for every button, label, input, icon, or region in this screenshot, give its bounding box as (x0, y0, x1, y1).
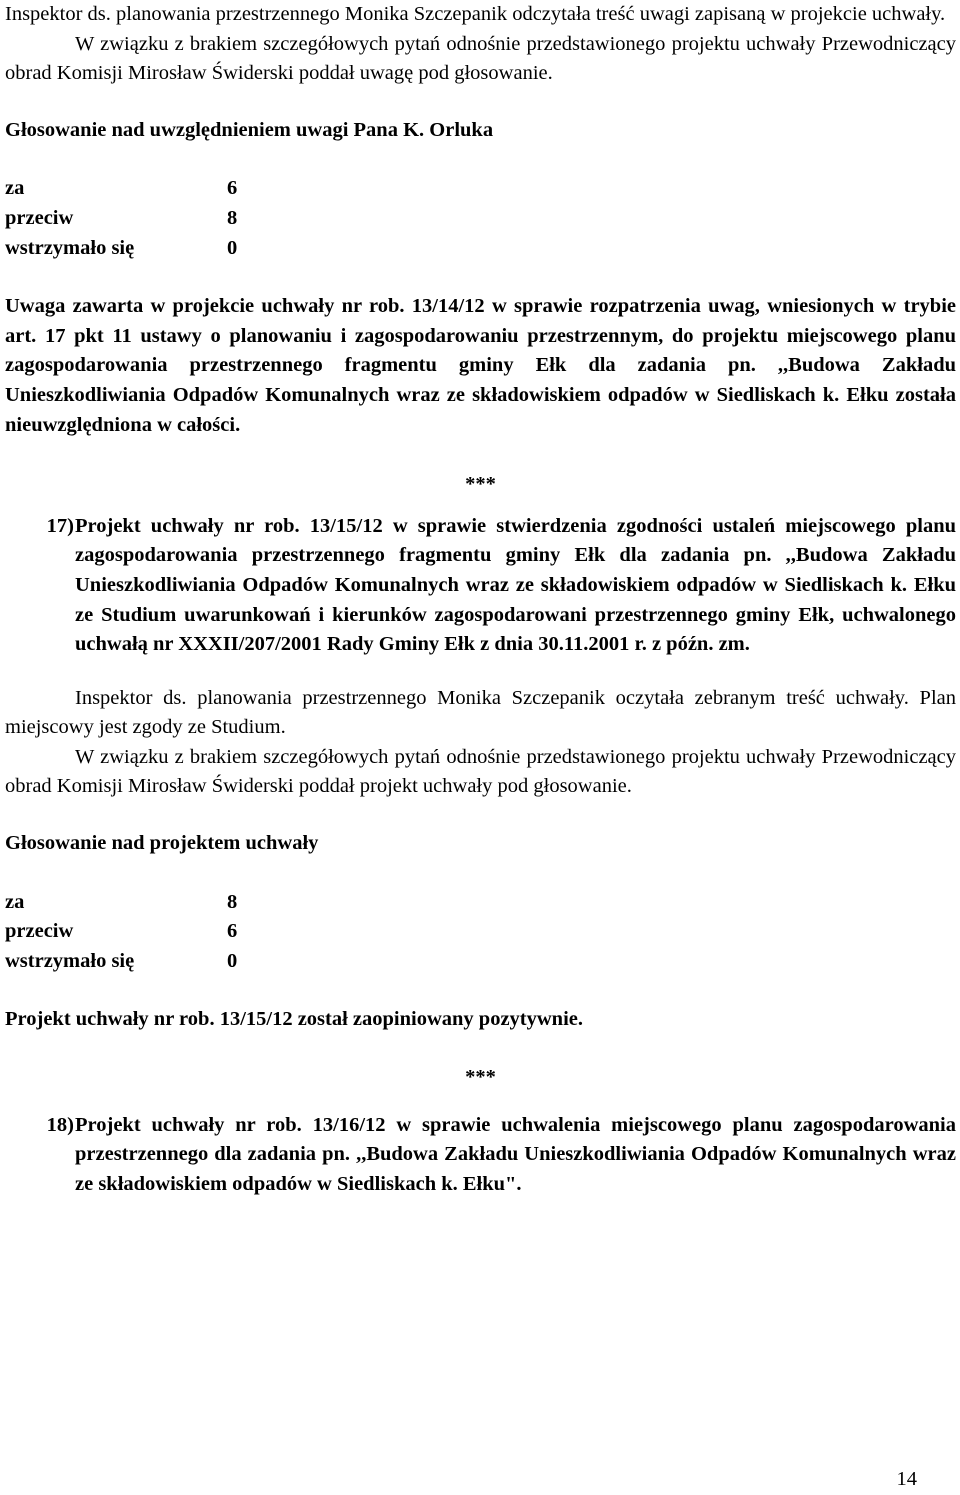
paragraph-reading-remark: Inspektor ds. planowania przestrzennego Monika Szczepanik odczytała treść uwagi zapisaną w projekcie uchwały. (5, 3, 946, 25)
agenda-item-17 (5, 512, 956, 660)
agenda-item-number: 17) (46, 514, 74, 537)
vote2-heading: Głosowanie nad projektem uchwały (5, 832, 319, 855)
page-number: 14 (896, 1468, 917, 1490)
vote-count: 0 (227, 236, 238, 259)
vote-count: 8 (227, 206, 238, 229)
vote-label: przeciw (5, 920, 74, 943)
vote1-heading: Głosowanie nad uwzględnieniem uwagi Pana K. Orluka (5, 118, 494, 141)
agenda-item-number: 18) (46, 1113, 74, 1136)
paragraph-remark-vote-intro: W związku z brakiem szczegółowych pytań odnośnie przedstawionego projektu uchwały Przewodniczący obrad Komisji Mirosław Świderski poddał uwagę pod głosowanie. (5, 32, 956, 85)
vote1-row-against (5, 204, 956, 234)
vote-count: 6 (227, 177, 238, 200)
vote1-row-abstain (5, 234, 956, 264)
vote2-result-text: Projekt uchwały nr rob. 13/15/12 został zaopiniowany pozytywnie. (5, 1008, 584, 1031)
document-page (5, 0, 956, 1199)
vote-count: 0 (227, 949, 238, 972)
vote-label: za (5, 890, 25, 913)
vote-label: przeciw (5, 206, 74, 229)
vote2-row-for (5, 888, 956, 918)
section-separator: *** (465, 1066, 496, 1089)
paragraph-reading-resolution: Inspektor ds. planowania przestrzennego Monika Szczepanik oczytała zebranym treść uchwały. Plan miejscowy jest zgody ze Studium. (5, 686, 956, 739)
vote1-results (5, 174, 956, 263)
vote2-row-against (5, 917, 956, 947)
vote-label: wstrzymało się (5, 949, 135, 972)
vote1-result-text: Uwaga zawarta w projekcie uchwały nr rob. 13/14/12 w sprawie rozpatrzenia uwag, wniesionych w trybie art. 17 pkt 11 ustawy o planowaniu i zagospodarowaniu przestrzennym, do projektu miejscowego planu zagospodarowania przestrzennego fragmentu gminy Ełk dla zadania pn. ,,Budowa Zakładu Unieszkodliwiania Odpadów Komunalnych wraz ze składowiskiem odpadów w Siedliskach k. Ełku została nieuwzględniona w całości. (5, 295, 956, 436)
vote-label: wstrzymało się (5, 236, 135, 259)
vote1-row-for (5, 174, 956, 204)
agenda-item-title: Projekt uchwały nr rob. 13/16/12 w sprawie uchwalenia miejscowego planu zagospodarowania przestrzennego dla zadania pn. ,,Budowa Zakładu Unieszkodliwiania Odpadów Komunalnych wraz ze składowiskiem odpadów w Siedliskach k. Ełku". (75, 1113, 956, 1195)
vote2-results (5, 888, 956, 977)
section-separator: *** (465, 473, 496, 496)
vote-count: 6 (227, 920, 238, 943)
vote-count: 8 (227, 890, 238, 913)
agenda-item-18 (5, 1111, 956, 1200)
paragraph-resolution-vote-intro: W związku z brakiem szczegółowych pytań odnośnie przedstawionego projektu uchwały Przewodniczący obrad Komisji Mirosław Świderski poddał projekt uchwały pod głosowanie. (5, 745, 956, 798)
vote-label: za (5, 177, 25, 200)
vote2-row-abstain (5, 947, 956, 977)
agenda-item-title: Projekt uchwały nr rob. 13/15/12 w sprawie stwierdzenia zgodności ustaleń miejscowego planu zagospodarowania przestrzennego fragmentu gminy Ełk dla zadania pn. ,,Budowa Zakładu Unieszkodliwiania Odpadów Komunalnych wraz ze składowiskiem odpadów w Siedliskach k. Ełku ze Studium uwarunkowań i kierunków zagospodarowani przestrzennego gminy Ełk, uchwalonego uchwałą nr XXXII/207/2001 Rady Gminy Ełk z dnia 30.11.2001 r. z późn. zm. (75, 514, 956, 656)
